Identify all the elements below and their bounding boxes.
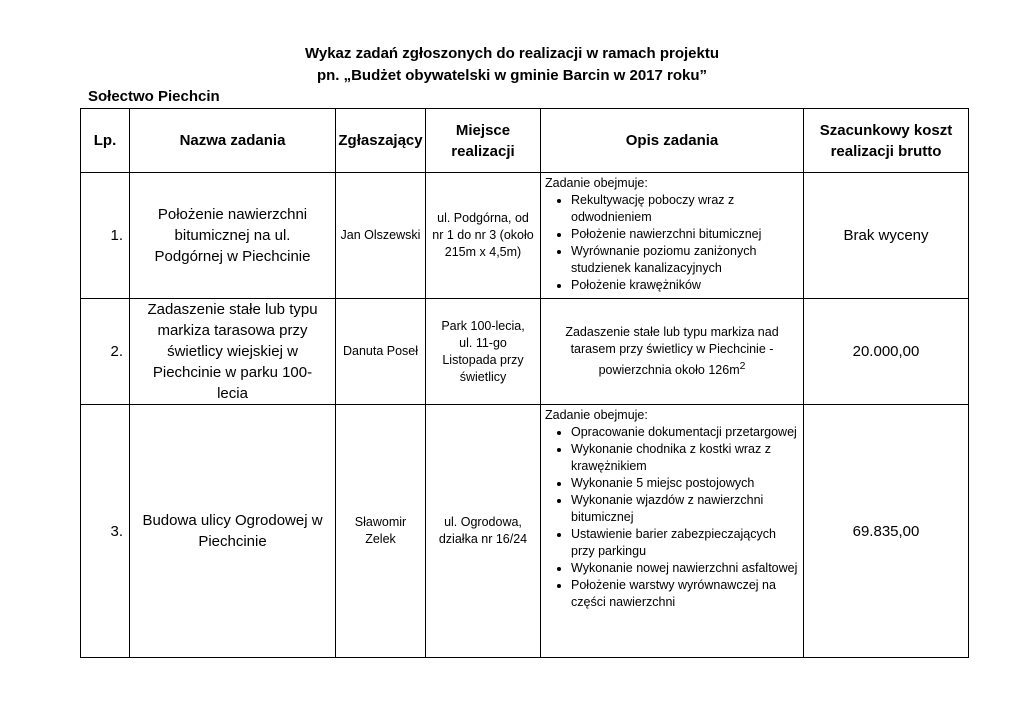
task-description xyxy=(541,299,804,405)
table-row xyxy=(81,173,969,299)
task-place: ul. Ogrodowa, działka nr 16/24 xyxy=(426,405,541,658)
row-number: 1. xyxy=(81,173,130,299)
list-item: • Wykonanie chodnika z kostki wraz z krawężnikiem xyxy=(571,441,799,475)
list-item: • Wykonanie wjazdów z nawierzchni bitumicznej xyxy=(571,492,799,526)
task-description xyxy=(541,405,804,658)
list-item: • Ustawienie barier zabezpieczających przy parkingu xyxy=(571,526,799,560)
tasks-table xyxy=(80,108,969,658)
list-item: • Rekultywację poboczy wraz z odwodnieniem xyxy=(571,192,799,226)
task-description xyxy=(541,173,804,299)
column-header-lp: Lp. xyxy=(81,109,130,173)
document-title-line1: Wykaz zadań zgłoszonych do realizacji w ramach projektu xyxy=(304,45,719,62)
task-applicant: Jan Olszewski xyxy=(336,173,426,299)
row-number: 3. xyxy=(81,405,130,658)
description-superscript: 2 xyxy=(739,360,746,372)
list-item: • Położenie warstwy wyrównawczej na części nawierzchni xyxy=(571,577,799,611)
document-title-line2: pn. „Budżet obywatelski w gminie Barcin w 2017 roku” xyxy=(316,67,708,84)
task-applicant: Sławomir Zelek xyxy=(336,405,426,658)
description-text: Zadaszenie stałe lub typu markiza nad tarasem przy świetlicy w Piechcinie - powierzchnia około 126m xyxy=(565,324,779,378)
task-name: Zadaszenie stałe lub typu markiza tarasowa przy świetlicy wiejskiej w Piechcinie w parku 100-lecia xyxy=(130,299,336,405)
task-applicant: Danuta Poseł xyxy=(336,299,426,405)
task-place: Park 100-lecia, ul. 11-go Listopada przy świetlicy xyxy=(426,299,541,405)
column-header-place: Miejsce realizacji xyxy=(426,109,541,173)
table-header-row xyxy=(81,109,969,173)
task-name: Położenie nawierzchni bitumicznej na ul. Podgórnej w Piechcinie xyxy=(130,173,336,299)
list-item: • Położenie krawężników xyxy=(571,277,799,294)
list-item: • Wykonanie nowej nawierzchni asfaltowej xyxy=(571,560,799,577)
description-list xyxy=(545,192,799,294)
list-item: • Położenie nawierzchni bitumicznej xyxy=(571,226,799,243)
description-list xyxy=(545,424,799,611)
description-intro: Zadanie obejmuje: xyxy=(545,176,648,190)
table-row xyxy=(81,405,969,658)
list-item: • Wyrównanie poziomu zaniżonych studzienek kanalizacyjnych xyxy=(571,243,799,277)
list-item: • Opracowanie dokumentacji przetargowej xyxy=(571,424,799,441)
description-intro: Zadanie obejmuje: xyxy=(545,408,648,422)
task-place: ul. Podgórna, od nr 1 do nr 3 (około 215m x 4,5m) xyxy=(426,173,541,299)
task-cost: Brak wyceny xyxy=(804,173,969,299)
column-header-cost: Szacunkowy koszt realizacji brutto xyxy=(804,109,969,173)
table-row xyxy=(81,299,969,405)
document-subtitle: Sołectwo Piechcin xyxy=(88,88,220,105)
column-header-description: Opis zadania xyxy=(541,109,804,173)
row-number: 2. xyxy=(81,299,130,405)
task-cost: 69.835,00 xyxy=(804,405,969,658)
task-cost: 20.000,00 xyxy=(804,299,969,405)
task-name: Budowa ulicy Ogrodowej w Piechcinie xyxy=(130,405,336,658)
list-item: • Wykonanie 5 miejsc postojowych xyxy=(571,475,799,492)
column-header-name: Nazwa zadania xyxy=(130,109,336,173)
column-header-applicant: Zgłaszający xyxy=(336,109,426,173)
